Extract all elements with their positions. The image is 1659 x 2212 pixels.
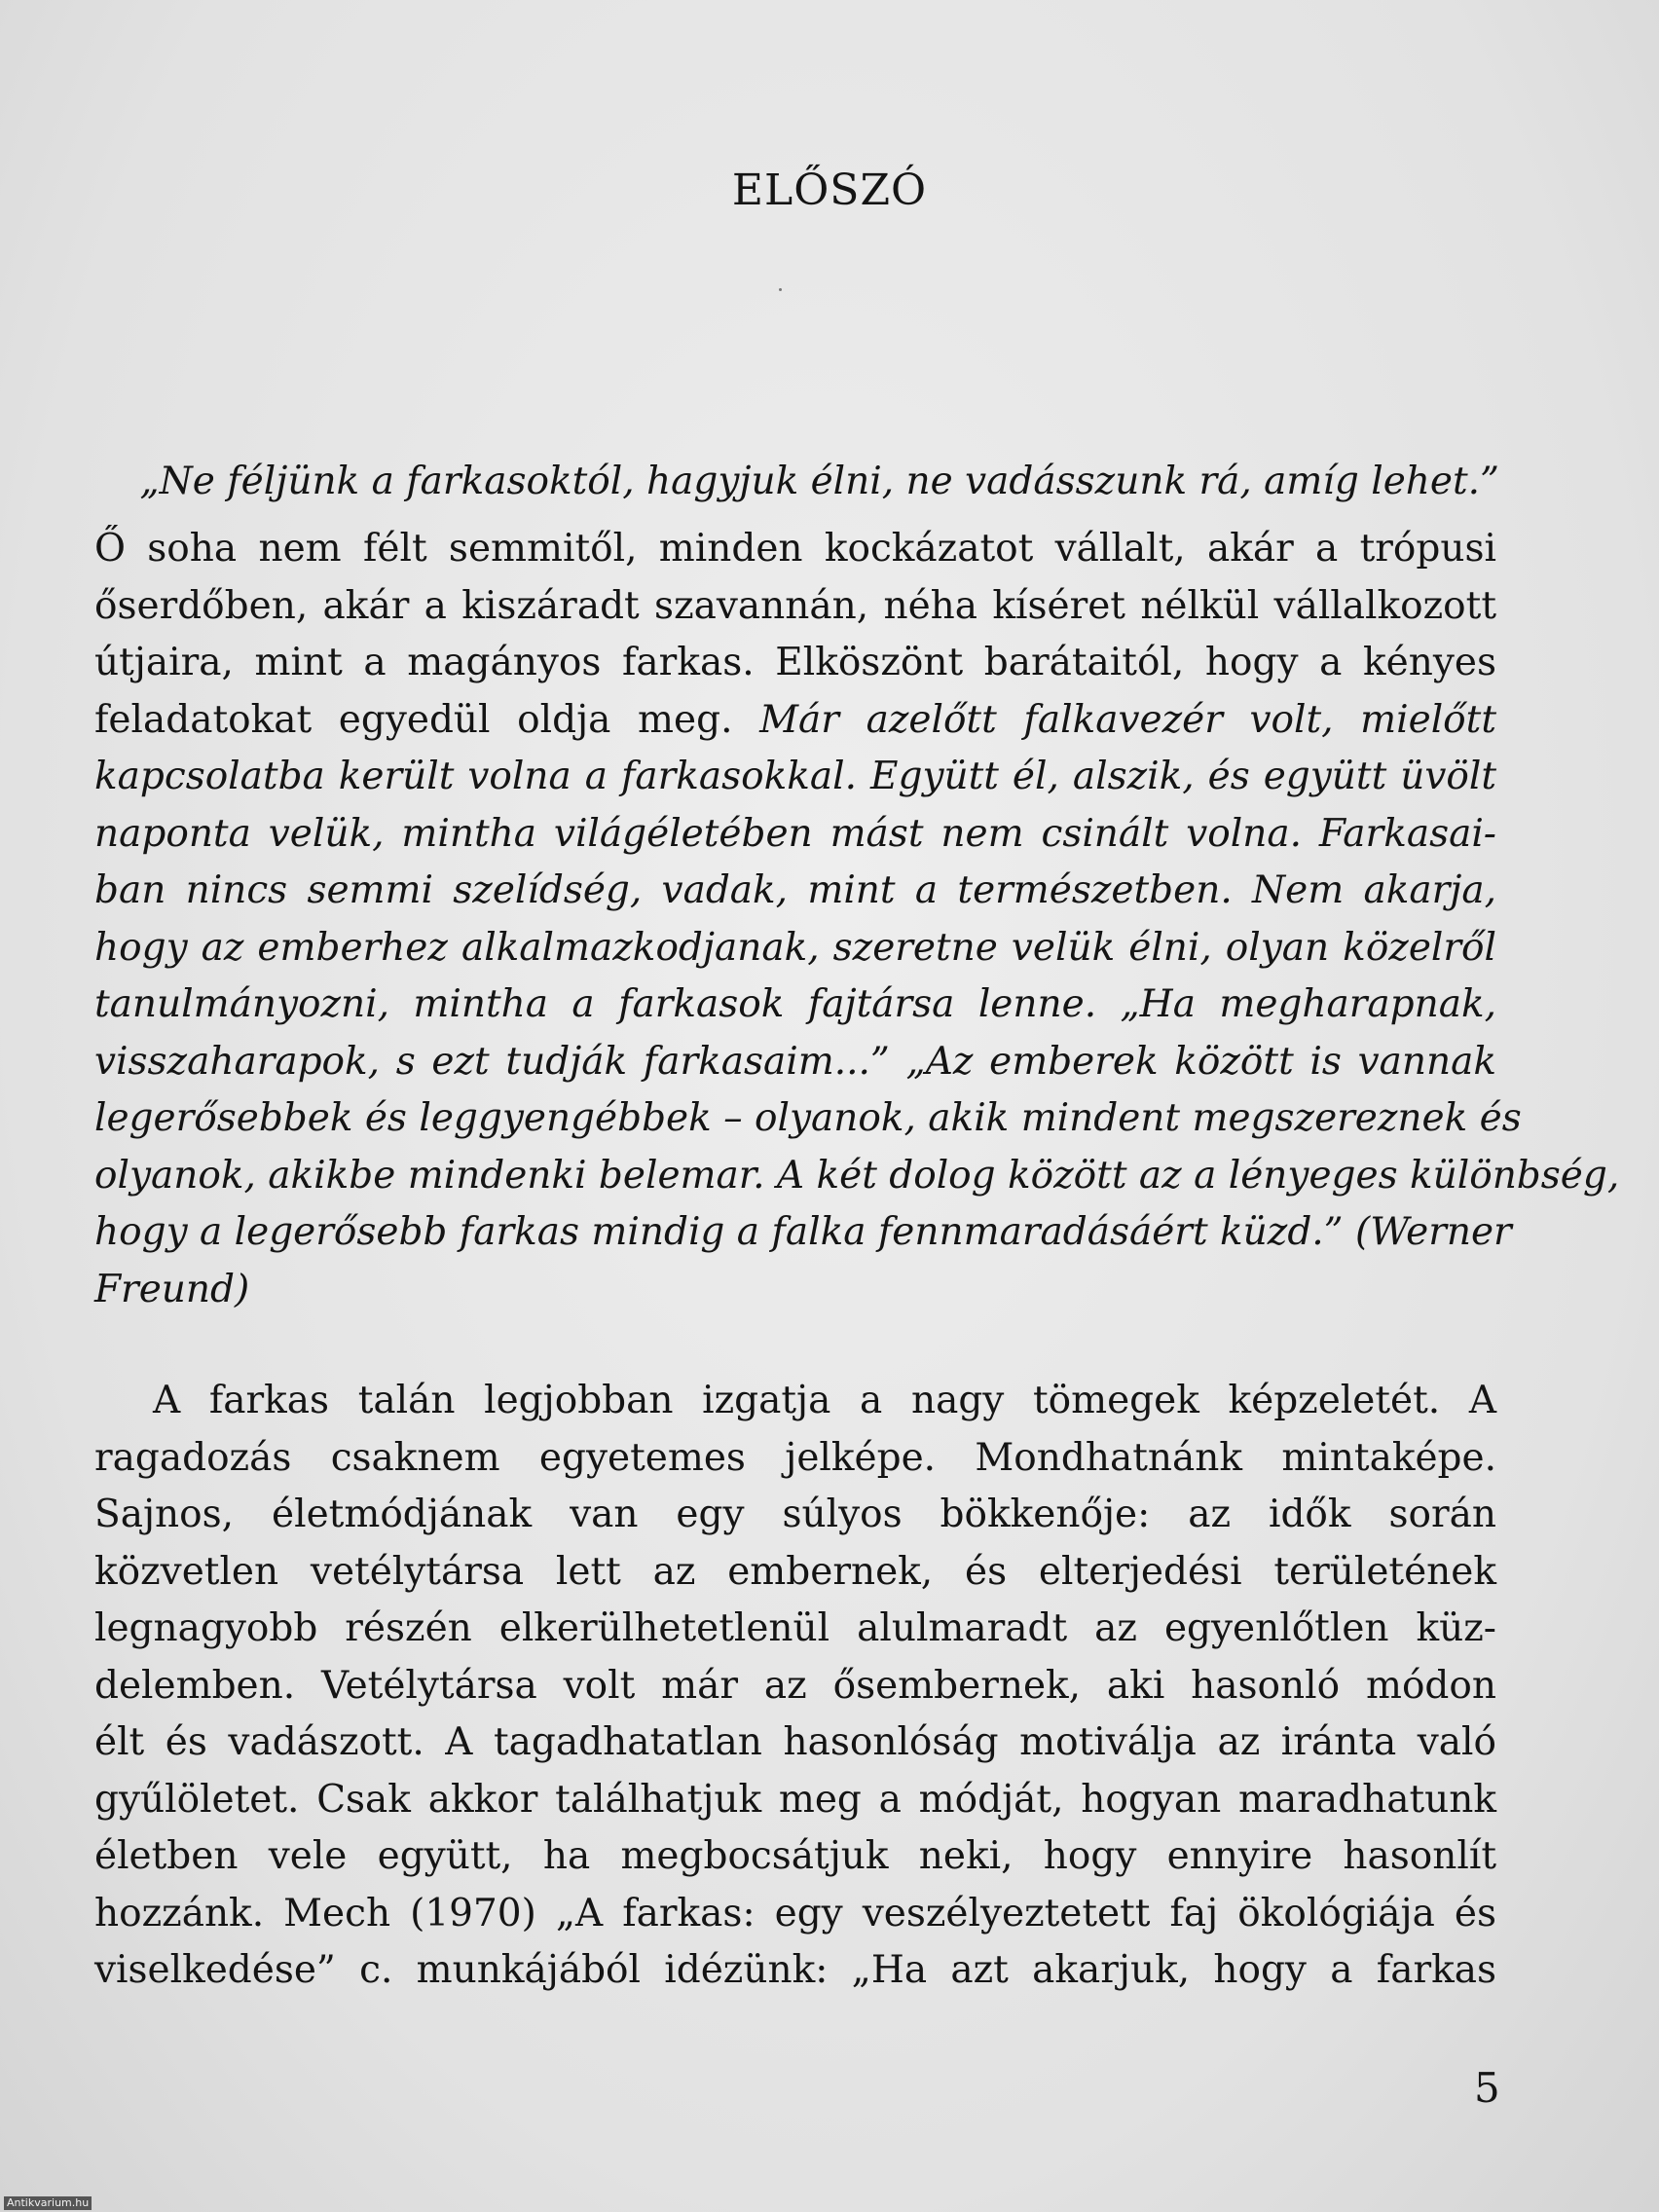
text-line	[94, 1090, 1522, 1148]
text-run: hogy az emberhez alkalmazkodjanak, szeretne velük élni, olyan közelről	[94, 925, 1496, 970]
text-run: őserdőben, akár a kiszáradt szavannán, néha kíséret nélkül vállalkozott	[94, 583, 1496, 628]
chapter-title: ELŐSZÓ	[731, 166, 928, 215]
text-line	[94, 1204, 1512, 1262]
text-line: A farkas talán legjobban izgatja a nagy tömegek képzeletét. A	[153, 1379, 1496, 1422]
text-line	[94, 920, 1496, 977]
page-number: 5	[1474, 2064, 1500, 2112]
text-line: életben vele együtt, ha megbocsátjuk neki, hogy ennyire hasonlít	[94, 1834, 1496, 1878]
text-run: hogy a legerősebb farkas mindig a falka fennmaradásáért küzd.” (Werner	[94, 1210, 1512, 1254]
text-line	[94, 692, 1496, 750]
text-line: közvetlen vetélytársa lett az embernek, és elterjedési területének	[94, 1549, 1496, 1594]
text-line	[94, 578, 1496, 636]
text-line	[94, 635, 1496, 692]
text-line: legnagyobb részén elkerülhetetlenül alulmaradt az egyenlőtlen küz-	[94, 1606, 1496, 1650]
paragraph-1	[94, 521, 1620, 1318]
text-run: legerősebbek és leggyengébbek – olyanok, akik mindent megszereznek és	[94, 1096, 1522, 1140]
text-run-italic: Már azelőtt falkavezér volt, mielőtt	[759, 697, 1496, 742]
text-line	[94, 806, 1496, 864]
watermark: Antikvarium.hu	[4, 2196, 92, 2210]
text-line: Sajnos, életmódjának van egy súlyos bökkenője: az idők során	[94, 1493, 1496, 1536]
text-run: kapcsolatba került volna a farkasokkal. Együtt él, alszik, és együtt üvölt	[94, 755, 1496, 798]
text-run: ban nincs semmi szelídség, vadak, mint a természetben. Nem akarja,	[94, 868, 1496, 912]
text-run: visszaharapok, s ezt tudják farkasaim...” „Az emberek között is vannak	[94, 1039, 1496, 1084]
paragraph-2	[94, 1373, 1496, 2000]
text-line: delemben. Vetélytársa volt már az ősembernek, aki hasonló módon	[94, 1663, 1496, 1708]
text-run: naponta velük, mintha világéletében mást nem csinált volna. Farkasai-	[94, 811, 1496, 856]
text-line: ragadozás csaknem egyetemes jelképe. Mondhatnánk mintaképe.	[94, 1435, 1496, 1480]
text-line: gyűlöletet. Csak akkor találhatjuk meg a módját, hogyan maradhatunk	[94, 1777, 1496, 1822]
epigraph: „Ne féljünk a farkasoktól, hagyjuk élni, ne vadásszunk rá, amíg lehet.”	[139, 460, 1499, 503]
text-run: Freund)	[94, 1267, 250, 1311]
text-run: Ő soha nem félt semmitől, minden kockázatot vállalt, akár a trópusi	[94, 527, 1496, 571]
text-line	[94, 1262, 1496, 1319]
text-line: hozzánk. Mech (1970) „A farkas: egy veszélyeztetett faj ökológiája és	[94, 1891, 1496, 1936]
text-line: élt és vadászott. A tagadhatatlan hasonlóság motiválja az iránta való	[94, 1720, 1496, 1764]
text-run: tanulmányozni, mintha a farkasok fajtársa lenne. „Ha megharapnak,	[94, 982, 1496, 1026]
text-line	[94, 977, 1496, 1034]
text-line	[94, 863, 1496, 920]
text-line	[94, 749, 1496, 806]
text-line: viselkedése” c. munkájából idézünk: „Ha azt akarjuk, hogy a farkas	[94, 1948, 1496, 1992]
text-run: útjaira, mint a magányos farkas. Elköszönt barátaitól, hogy a kényes	[94, 641, 1496, 684]
text-run: feladatokat egyedül oldja meg.	[94, 697, 760, 742]
text-line	[94, 1148, 1620, 1205]
text-line	[94, 521, 1496, 578]
text-run: olyanok, akikbe mindenki belemar. A két dolog között az a lényeges különbség,	[94, 1153, 1620, 1198]
text-line	[94, 1034, 1496, 1091]
page-speck	[779, 288, 782, 291]
